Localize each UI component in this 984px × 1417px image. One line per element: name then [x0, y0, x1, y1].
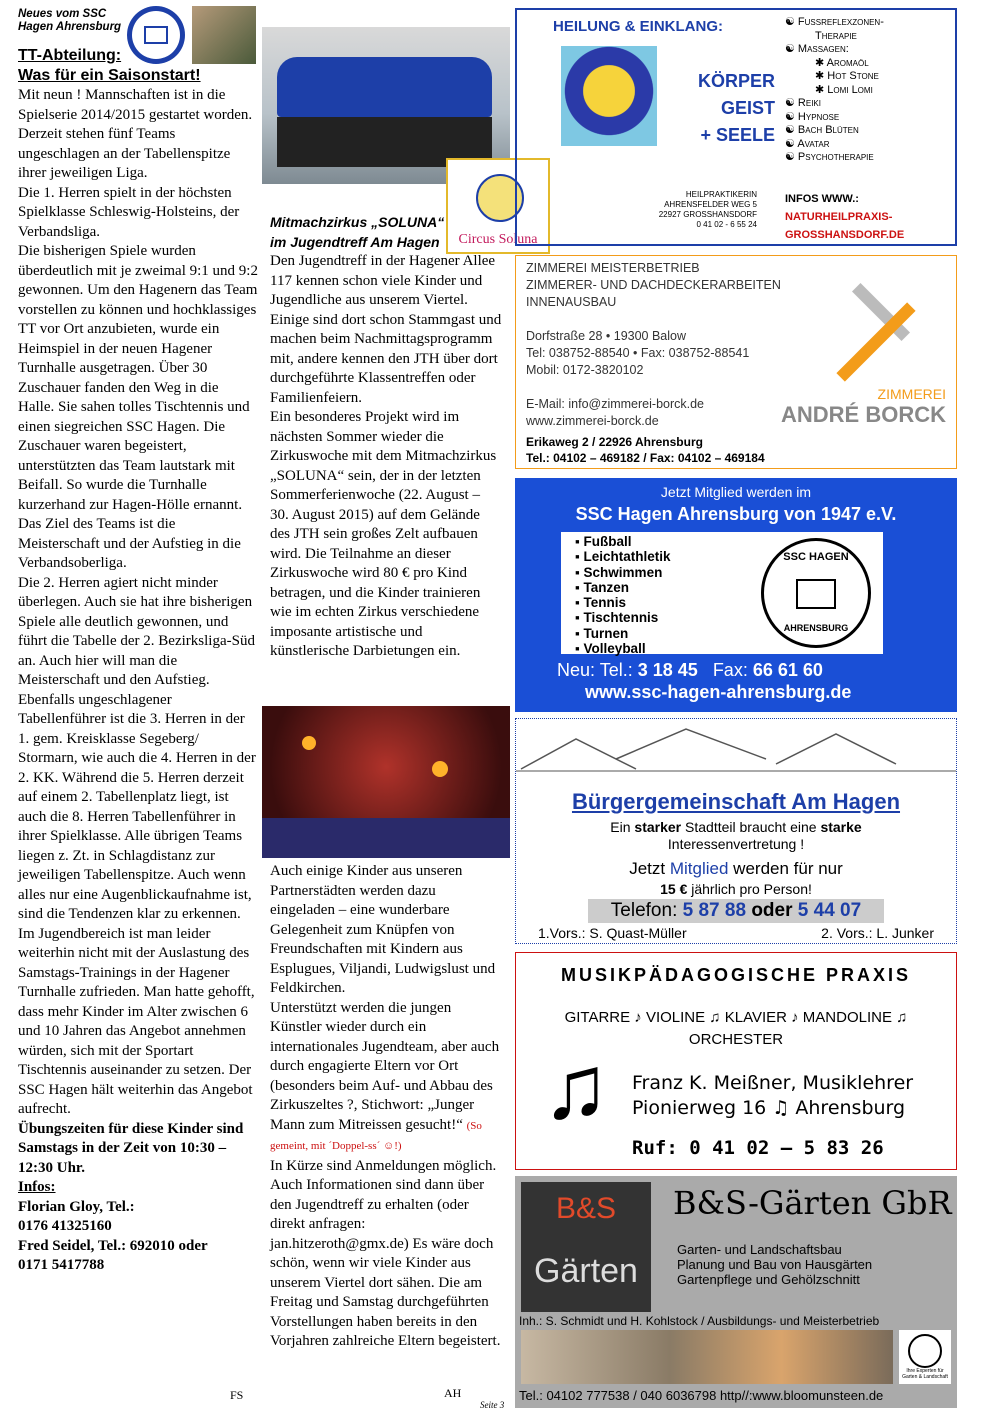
ssc-fax-label: Fax: [712, 660, 748, 680]
bg-vors2: 2. Vors.: L. Junker [821, 925, 934, 941]
musik-addr: Pionierweg 16 ♫ Ahrensburg [632, 1097, 906, 1119]
garten-line1: Garten- und Landschaftsbau [677, 1242, 842, 1257]
heilung-list: ☯ Fußreflexzonen- Therapie ☯ Massagen: ✱ Aromaöl ✱ Hot Stone ✱ Lomi Lomi ☯ Reiki ☯ Hypnose ☯ Bach Blüten ☯ Avatar ☯ Psychotherapie [785, 16, 884, 163]
zirkus-para-4: Unterstützt werden die jungen Künstler wieder durch ein internationales Jugendteam, aber auch durch engagierte Eltern vor Ort (besonders beim Auf- und Abbau des Zirkuszeltes ?, Stichwort: „Junger Mann zum Mitreissen gesucht!“ [270, 999, 500, 1133]
ssc-emblem-top: SSC HAGEN [783, 551, 849, 563]
garten-logo [521, 1182, 651, 1312]
bg-text: Ein [610, 819, 631, 835]
ad-musik [515, 952, 957, 1170]
bg-oder: oder [751, 900, 793, 921]
ssc-tel: 3 18 45 [637, 660, 698, 680]
sport-item: Tennis [583, 595, 627, 611]
heilung-item: Massagen: [797, 43, 849, 55]
zimmerei-email: E-Mail: info@zimmerei-borck.de [526, 397, 705, 411]
bg-text: jährlich pro Person! [691, 881, 812, 897]
sun-moon-icon [561, 46, 657, 146]
para-8: Übungszeiten für diese Kinder sind Samstags in der Zeit von 10:30 – 12:30 Uhr. [18, 1120, 244, 1176]
bg-title: Bürgergemeinschaft Am Hagen [571, 789, 901, 814]
ssc-sports-box [561, 532, 883, 657]
circus-photo [262, 706, 510, 858]
heilung-item: Fußreflexzonen- [797, 16, 884, 28]
para-3: Die 1. Herren spielt in der höchsten Spielklasse Schleswig-Holsteins, der Verbandsliga. [18, 184, 240, 240]
musik-instruments2: ORCHESTER [688, 1031, 784, 1048]
musik-ruf: Ruf: 0 41 02 – 5 83 26 [632, 1137, 884, 1159]
zimmerei-brand1: ZIMMEREI [877, 386, 946, 402]
bg-vors1: 1.Vors.: S. Quast-Müller [538, 925, 687, 941]
garten-badge [899, 1330, 951, 1384]
ssc-fax: 66 61 60 [752, 660, 823, 680]
bg-tel2: 5 44 07 [797, 900, 862, 921]
ad-heilung [515, 8, 957, 246]
heilung-addr3: 22927 GROSSHANSDORF [658, 210, 757, 219]
heilung-item: Psychotherapie [797, 151, 874, 163]
ssc-line2: SSC Hagen Ahrensburg von 1947 e.V. [575, 504, 897, 524]
heilung-line3: + SEELE [700, 125, 775, 145]
zimmerei-line3: INNENAUSBAU [526, 295, 617, 309]
heilung-item: Avatar [797, 137, 830, 150]
musik-name: Franz K. Meißner, Musiklehrer [632, 1072, 914, 1094]
kicker-line1: Neues vom SSC [18, 8, 107, 20]
ssc-emblem [761, 538, 871, 648]
ad-buergergemeinschaft [515, 718, 957, 944]
sport-item: Tischtennis [583, 610, 659, 626]
zimmerei-tel: Tel: 038752-88540 • Fax: 038752-88541 [526, 346, 750, 360]
bg-text: Mitglied [669, 859, 729, 878]
zirkus-title-line2: im Jugendtreff Am Hagen [270, 234, 440, 250]
garten-logo2: Gärten [534, 1252, 638, 1290]
zirkus-note: (So gemeint, mit ´Doppel-ss´ ☺!) [270, 1119, 482, 1152]
circus-logo-text: Circus Soluna [458, 232, 538, 247]
zirkus-para-5: In Kürze sind Anmeldungen möglich. Auch Informationen sind dann über den Jugendtreff zu erhalten (oder direkt anfragen: jan.hitzeroth@gmx.de) Es wäre doch schön, wenn wir viele Kinder aus unserem Viertel dort sähen. Die am Freitag und Samstag durchgeführten Vorstellungen haben bereits in den Vorjahren zahlreiche Eltern begeistert. [270, 1157, 501, 1349]
musik-instruments: GITARRE ♪ VIOLINE ♫ KLAVIER ♪ MANDOLINE ♫ [564, 1009, 908, 1026]
ssc-web[interactable]: www.ssc-hagen-ahrensburg.de [585, 682, 852, 702]
sport-item: Volleyball [583, 641, 646, 657]
roof-icon [816, 276, 936, 386]
para-4: Die bisherigen Spiele wurden überdeutlich mit je zweimal 9:1 und 9:2 gewonnen. Um den Hagenern das Team vorstellen zu können und hochklassiges TT vor Ort anzubieten, wurde ein Heimspiel in der neuen Hagener Turnhalle ausgetragen. Über 30 Zuschauer fanden den Weg in die Halle. Sie sahen tolles Tischtennis und einen siegreichen SSC Hagen. Die Zuschauer waren begeistert, unterstützten das Team lautstark mit Beifall. So wurde die Turnhalle kurzerhand zur Hagen-Hölle ernannt. Das Ziel des Teams ist die Meisterschaft und der Aufstieg in die Verbandsoberliga. [18, 243, 258, 571]
zirkus-para-2: Ein besonderes Projekt wird im nächsten Sommer wieder die Zirkuswoche mit dem Mitmachzirkus „SOLUNA“ sein, der in der letzten Sommerferienwoche (22. August – 30. August 2015) auf dem Gelände des JTH sein großes Zelt aufbauen wird. Die Teilnahme an dieser Zirkuswoche wird 80 € pro Kind betragen, und die Kinder trainieren wie im echten Zirkus verschiedene imposante artistische und künstlerische Darbietungen ein. [270, 409, 497, 659]
contact-1: Florian Gloy, Tel.: [18, 1198, 135, 1215]
heilung-item: Reiki [797, 97, 821, 109]
bg-phone-box [588, 899, 884, 923]
zimmerei-line1: ZIMMEREI MEISTERBETRIEB [526, 261, 700, 275]
zimmerei-mobil: Mobil: 0172-3820102 [526, 363, 644, 377]
zimmerei-line2: ZIMMERER- UND DACHDECKERARBEITEN [526, 278, 781, 292]
garten-title: B&S-Gärten GbR [673, 1184, 952, 1222]
heilung-line2: GEIST [720, 98, 775, 118]
page-number: Seite 3 [480, 1400, 505, 1410]
title-line1: TT-Abteilung: [18, 47, 122, 64]
ssc-sports-list: ▪ Fußball ▪ Leichtathletik ▪ Schwimmen ▪ Tanzen ▪ Tennis ▪ Tischtennis ▪ Turnen ▪ Volleyball [575, 534, 671, 657]
garten-line2: Planung und Bau von Hausgärten [677, 1257, 873, 1272]
sport-item: Schwimmen [583, 564, 663, 580]
bg-text: Stadtteil braucht eine [685, 819, 817, 835]
heilung-item: Lomi Lomi [827, 83, 873, 96]
ssc-emblem-bottom: AHRENSBURG [783, 623, 849, 633]
bg-text: starke [820, 819, 862, 835]
bg-text: 15 € [660, 881, 688, 897]
sport-item: Fußball [583, 534, 632, 549]
signature-ah: AH [444, 1386, 462, 1400]
garten-logo1: B&S [555, 1192, 617, 1225]
heilung-item: Therapie [815, 29, 857, 42]
bg-text: starker [634, 819, 682, 835]
bg-tel1: 5 87 88 [682, 900, 747, 921]
sport-item: Turnen [583, 625, 629, 641]
sport-item: Tanzen [583, 579, 630, 595]
heilung-addr2: AHRENSFELDER WEG 5 [664, 200, 757, 209]
article-tt-title [18, 46, 256, 86]
ssc-line1: Jetzt Mitglied werden im [660, 484, 812, 500]
title-line2: Was für ein Saisonstart! [18, 67, 201, 84]
garten-badge-text: Ihre Experten für Garten & Landschaft [902, 1368, 948, 1380]
bg-text: werden für nur [733, 859, 843, 878]
article-zirkus-title [270, 212, 508, 252]
heilung-item: Hypnose [797, 110, 840, 123]
zimmerei-addr: Dorfstraße 28 • 19300 Balow [526, 329, 687, 343]
heilung-item: Hot Stone [827, 70, 879, 82]
heilung-addr1: HEILPRAKTIKERIN [685, 190, 757, 199]
ad-zimmerei [515, 255, 957, 469]
bg-tel-label: Telefon: [610, 900, 678, 921]
heilung-infos-label: INFOS WWW.: [785, 193, 859, 205]
signature-fs: FS [230, 1388, 244, 1402]
zimmerei-web: www.zimmerei-borck.de [526, 414, 659, 428]
heilung-url2: GROSSHANSDORF.DE [785, 229, 905, 241]
para-2: Derzeit stehen fünf Teams ungeschlagen an der Tabellenspitze ihrer jeweiligen Liga. [18, 126, 231, 181]
para-1: Mit neun ! Mannschaften ist in die Spielserie 2014/2015 gestartet worden. [18, 87, 253, 123]
zirkus-title-line1: Mitmachzirkus „SOLUNA“ [270, 214, 445, 230]
ad-garten [515, 1176, 957, 1408]
zirkus-continued [270, 862, 502, 1352]
garten-owners: Inh.: S. Schmidt und H. Kohlstock / Ausbildungs- und Meisterbetrieb [519, 1314, 880, 1328]
heilung-item: Bach Blüten [797, 124, 859, 136]
infos-label: Infos: [18, 1179, 56, 1195]
section-kicker [18, 8, 128, 34]
para-6: Ebenfalls ungeschlagener Tabellenführer ist die 3. Herren in der 1. gem. Kreisklasse Segeberg/ Stormarn, wie auch die 4. Herren in der 2. KK. Während die 5. Herren derzeit auf einem 2. Tabellenplatz liegt, ist auch die 8. Herren Tabellenführer in ihrer Spielklasse. Alle übrigen Teams liegen z. Zt. in Schlagdistanz zur jeweiligen Tabellenspitze. Auch wenn alles nur eine Augenblickaufnahme ist, sind die Tendenzen klar zu erkennen. [18, 691, 256, 922]
kicker-line2: Hagen Ahrensburg [18, 21, 122, 33]
para-5: Die 2. Herren agiert nicht minder überlegen. Auch sie hat ihre bisherigen Spiele alle deutlich gewonnen, und führt die Tabelle der 2. Bezirksliga-Süd an. Auch hier will man die Meisterschaft und den Aufstieg. [18, 574, 255, 688]
zimmerei-brand2: ANDRÉ BORCK [781, 402, 946, 427]
musik-title: MUSIKPÄDAGOGISCHE PRAXIS [560, 965, 912, 985]
heilung-item: Aromaöl [826, 56, 869, 69]
article-zirkus [270, 212, 508, 662]
contact-1-phone: 0176 41325160 [18, 1218, 112, 1234]
bg-text: Jetzt [629, 859, 666, 878]
ad-ssc [515, 478, 957, 712]
heilung-url1: NATURHEILPRAXIS- [785, 211, 893, 223]
sport-item: Leichtathletik [583, 549, 671, 565]
heilung-addr4: 0 41 02 - 6 55 24 [696, 220, 757, 229]
zimmerei-tel2: Tel.: 04102 – 469182 / Fax: 04102 – 469184 [526, 451, 765, 465]
bg-line2: Interessenvertretung ! [667, 836, 805, 852]
heilung-line1: KÖRPER [697, 71, 775, 91]
para-7: Im Jugendbereich ist man leider weiterhin nicht mit der Auslastung des Samstags-Trainings in der Hagener Turnhalle zufrieden. Man hatte gehofft, dass mehr Kinder im Alter zwischen 6 und 10 Jahren das Angebot annehmen würden, sich mit der Sportart Tischtennis auseinander zu setzen. Der SSC Hagen hält weiterhin das Angebot aufrecht. [18, 925, 255, 1117]
zirkus-para-3: Auch einige Kinder aus unseren Partnerstädten werden dazu eingeladen – eine wunderbare Gelegenheit zum Knüpfen von Freundschaften mit Kindern aus Esplugues, Viljandi, Ludwigslust und Feldkirchen. [270, 863, 496, 996]
garten-contact: Tel.: 04102 777538 / 040 6036798 http//:www.bloomunsteen.de [519, 1388, 884, 1403]
music-note-icon: ♫ [542, 1038, 610, 1138]
zimmerei-addr2: Erikaweg 2 / 22926 Ahrensburg [526, 435, 703, 449]
ssc-tel-label: Neu: Tel.: [557, 660, 633, 680]
heilung-title: HEILUNG & EINKLANG: [553, 18, 723, 35]
houses-icon [516, 719, 956, 779]
garten-photos [521, 1330, 893, 1384]
contact-2-phone: 0171 5417788 [18, 1257, 105, 1273]
garten-line3: Gartenpflege und Gehölzschnitt [677, 1272, 860, 1287]
zirkus-para-1: Den Jugendtreff in der Hagener Allee 117 kennen schon viele Kinder und Jugendliche aus unserem Viertel. Einige sind dort schon Stammgast und machen beim Nachmittagsprogramm mit, andere kennen den JTH über dort durchgeführte Klassentreffen oder Familienfeiern. [270, 253, 502, 406]
article-tt [18, 46, 256, 1276]
contact-2: Fred Seidel, Tel.: 692010 oder [18, 1237, 208, 1254]
